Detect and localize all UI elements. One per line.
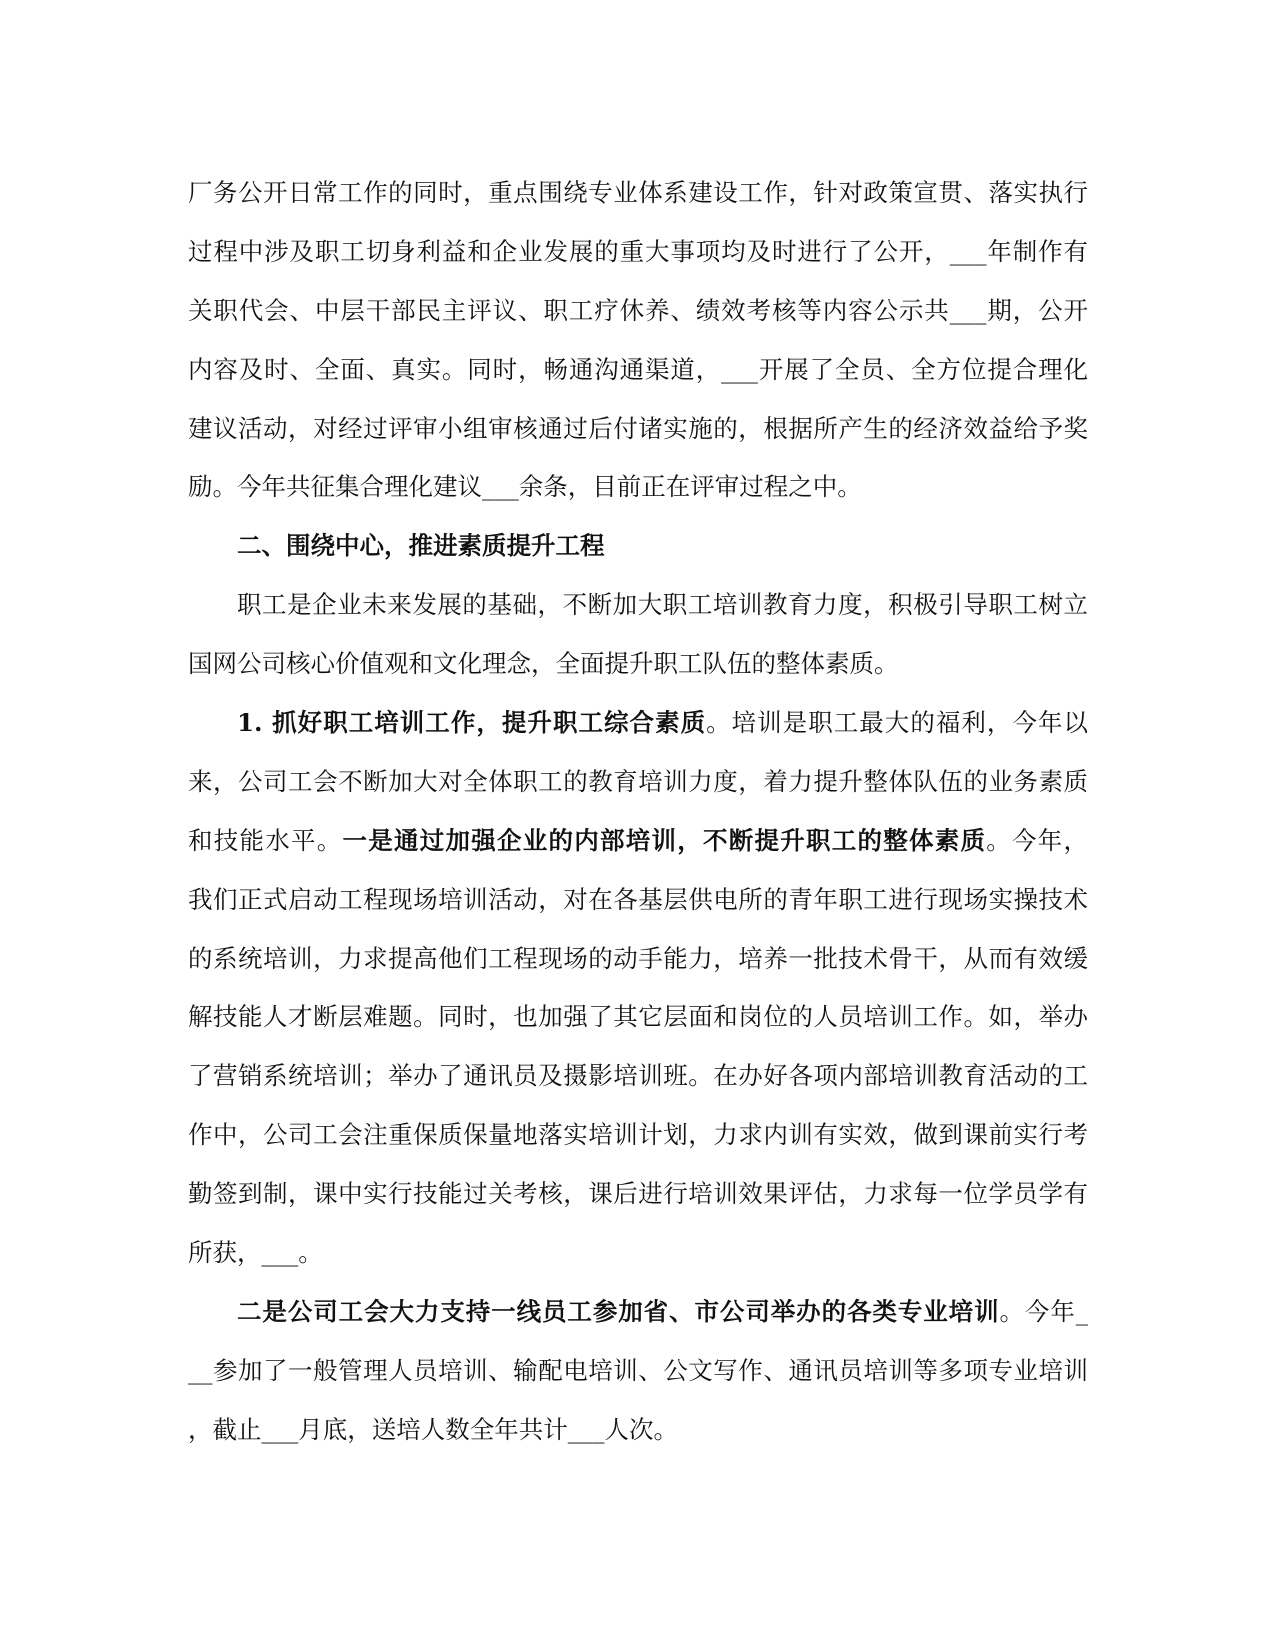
text-line [188,400,1088,459]
text-segment: 励。今年共征集合理化建议___余条，目前正在评审过程之中。 [188,472,862,502]
text-segment: 解技能人才断层难题。同时，也加强了其它层面和岗位的人员培训工作。如，举办 [188,1002,1088,1032]
text-line [188,1401,1088,1460]
text-line [188,1106,1088,1165]
text-segment: 所获，___。 [188,1238,323,1268]
bold-text-segment: 二是公司工会大力支持一线员工参加省、市公司举办的各类专业培训 [237,1296,1000,1326]
text-segment: 内容及时、全面、真实。同时，畅通沟通渠道，___开展了全员、全方位提合理化 [188,354,1088,384]
text-line [188,694,1088,753]
text-segment: 关职代会、中层干部民主评议、职工疗休养、绩效考核等内容公示共___期，公开 [188,295,1088,325]
text-segment: 来，公司工会不断加大对全体职工的教育培训力度，着力提升整体队伍的业务素质 [188,766,1088,796]
bold-text-segment: 1. 抓好职工培训工作，提升职工综合素质 [237,708,707,738]
bold-text-segment: 一是通过加强企业的内部培训，不断提升职工的整体素质 [342,825,987,855]
text-line [188,223,1088,282]
text-line [188,164,1088,223]
text-segment: 作中，公司工会注重保质保量地落实培训计划，力求内训有实效，做到课前实行考 [188,1120,1088,1150]
text-line [188,930,1088,989]
text-line [188,988,1088,1047]
text-segment: 的系统培训，力求提高他们工程现场的动手能力，培养一批技术骨干，从而有效缓 [188,943,1088,973]
text-line [188,282,1088,341]
bold-text-segment: 二、围绕中心，推进素质提升工程 [237,531,605,561]
text-segment: 。今年_ [999,1296,1088,1326]
text-segment: 我们正式启动工程现场培训活动，对在各基层供电所的青年职工进行现场实操技术 [188,884,1088,914]
text-line [188,1283,1088,1342]
text-segment: 和技能水平。 [188,825,343,855]
text-segment: __参加了一般管理人员培训、输配电培训、公文写作、通讯员培训等多项专业培训 [188,1355,1088,1385]
text-segment: 。今年， [986,825,1088,855]
document-body [188,164,1088,1460]
text-line [188,871,1088,930]
text-line [188,576,1088,635]
text-segment: 职工是企业未来发展的基础，不断加大职工培训教育力度，积极引导职工树立 [237,590,1088,620]
text-line [188,341,1088,400]
text-line [188,635,1088,694]
text-segment: 过程中涉及职工切身利益和企业发展的重大事项均及时进行了公开，___年制作有 [188,236,1088,266]
text-line [188,1165,1088,1224]
text-segment: 厂务公开日常工作的同时，重点围绕专业体系建设工作，针对政策宣贯、落实执行 [188,178,1088,207]
text-line [188,1224,1088,1283]
text-line [188,1047,1088,1106]
text-line [188,458,1088,517]
text-segment: 勤签到制，课中实行技能过关考核，课后进行培训效果评估，力求每一位学员学有 [188,1179,1088,1209]
text-line [188,812,1088,871]
text-segment: 国网公司核心价值观和文化理念，全面提升职工队伍的整体素质。 [188,649,899,679]
text-segment: 。培训是职工最大的福利，今年以 [706,708,1088,738]
text-line [188,517,1088,576]
text-line [188,753,1088,812]
text-segment: 建议活动，对经过评审小组审核通过后付诸实施的，根据所产生的经济效益给予奖 [188,413,1088,443]
text-segment: 了营销系统培训；举办了通讯员及摄影培训班。在办好各项内部培训教育活动的工 [188,1061,1088,1091]
text-line [188,1342,1088,1401]
text-segment: ，截止___月底，送培人数全年共计___人次。 [188,1414,678,1444]
